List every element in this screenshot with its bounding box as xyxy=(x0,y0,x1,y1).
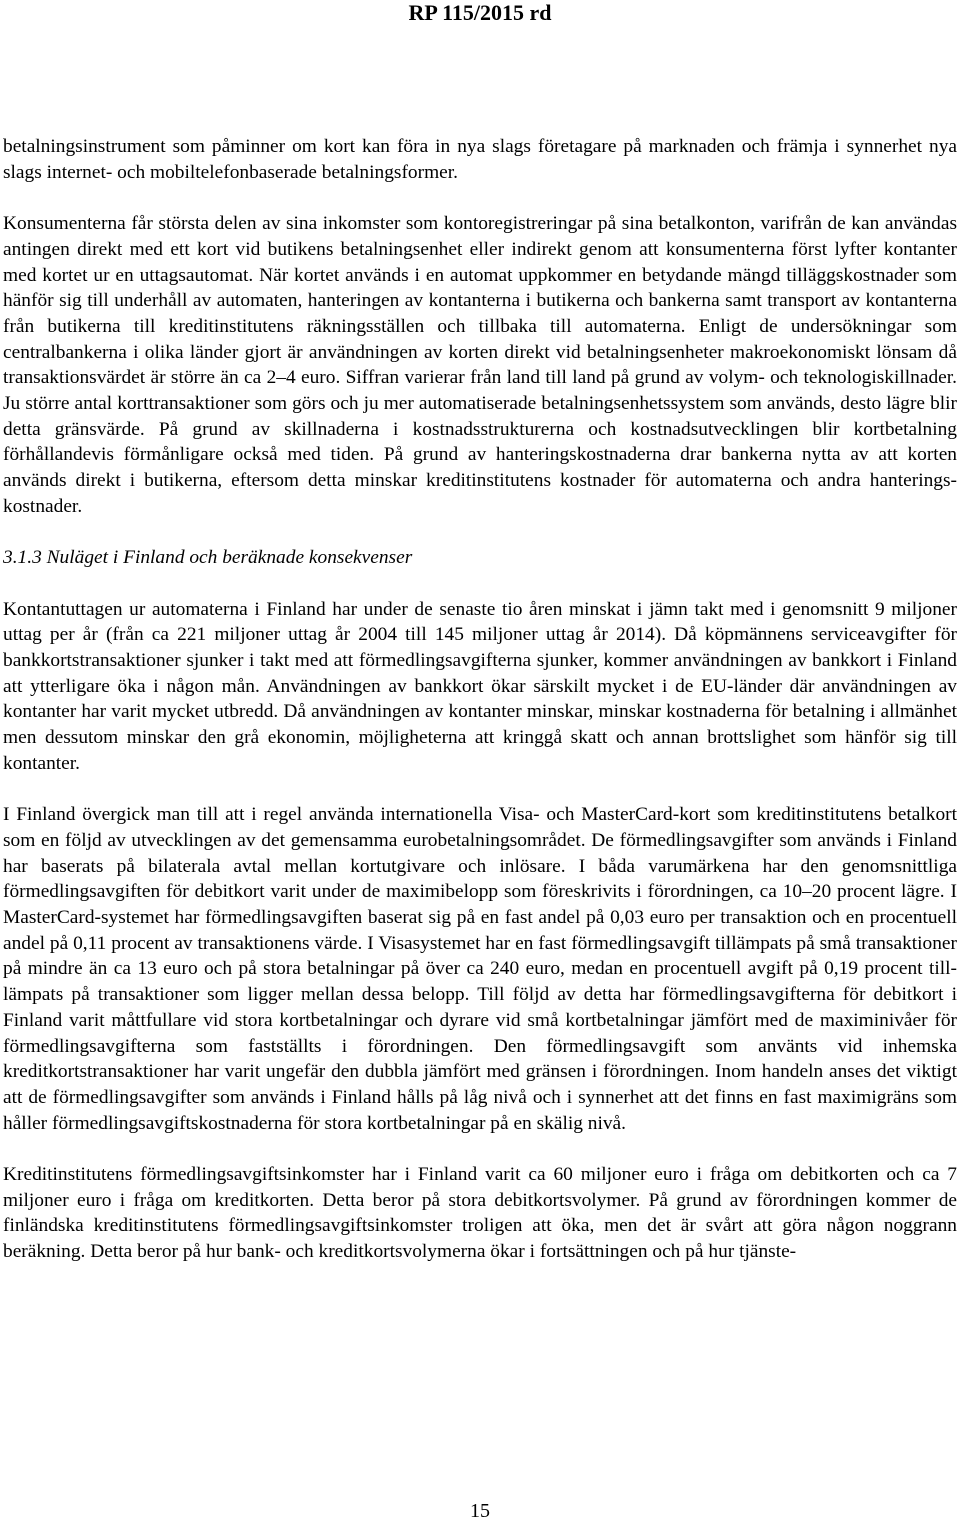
document-body xyxy=(3,134,957,1265)
paragraph-card-schemes: I Finland övergick man till att i regel använda internationella Visa- och MasterCard-kort som kreditinstitutens betalkort som en följd av utvecklingen av det gemensamma eurobetalningsområdet. De förmedlingsavgifter som används i Finland har baserats på bilaterala avtal mellan kortutgivare och inlösare. I båda varumärkena har den genomsnittliga förmedlingsavgiften för debitkort varit under de maximibelopp som föreskrivits i förordningen, ca 10–20 procent lägre. I MasterCard-systemet har förmedlingsavgiften baserat sig på en fast andel på 0,03 euro per transaktion och en procentuell andel på 0,11 procent av transaktionens värde. I Visasystemet har en fast förmedlingsavgift tillämpats på små transaktioner på mindre än ca 13 euro och på stora betalningar på över ca 240 euro, medan en procentuell avgift på 0,19 procent tilllämpats på transaktioner som ligger mellan dessa belopp. Till följd av detta har förmedlingsavgifterna för debitkort i Finland varit måttfullare vid stora kortbetalningar och dyrare vid små kortbetalningar jämfört med de maximinivåer för förmedlingsavgifterna som fastställts i förordningen. Den förmedlingsavgift som använts vid inhemska kreditkortstransaktioner har varit ungefär den dubbla jämfört med gränsen i förordningen. Inom handeln anses det viktigt att de förmedlingsavgifter som används i Finland hålls på låg nivå och i synnerhet att det finns en fast maximigräns som håller förmedlingsavgiftskostnaderna för stora kortbetalningar på en skälig nivå. xyxy=(3,804,957,1134)
paragraph-interchange-income: Kreditinstitutens förmedlingsavgiftsinkomster har i Finland varit ca 60 miljoner euro i fråga om debitkorten och ca 7 miljoner euro i fråga om kreditkorten. Detta beror på stora debitkortsvolymer. På grund av förordningen kommer de finländska kreditinstitutens förmedlingsavgiftsinkomster troligen att öka, men det är svårt att göra någon noggrann beräkning. Detta beror på hur bank- och kreditkortsvolymerna ökar i fortsättningen och på hur tjänste- xyxy=(3,1164,957,1263)
paragraph-cash-withdrawals: Kontantuttagen ur automaterna i Finland har under de senaste tio åren minskat i jämn takt med i genomsnitt 9 miljoner uttag per år (från ca 221 miljoner uttag år 2004 till 145 miljoner uttag år 2014). Då köpmännens serviceavgifter för bankkortstransaktioner sjunker i takt med att förmedlingsavgifterna sjunker, kommer användningen av bankkort i Finland att ytterligare öka i någon mån. Användningen av bankkort ökar särskilt mycket i de EU-länder där användningen av kontanter har varit mycket utbredd. Då användningen av kontanter minskar, minskar kostnaderna för betalning i allmänhet men dessutom minskar den grå ekonomin, möjligheterna att kringgå skatt och annan brottslighet som hänför sig till kontanter. xyxy=(3,598,957,774)
section-heading: 3.1.3 Nuläget i Finland och beräknade konsekvenser xyxy=(3,547,413,569)
document-reference-header: RP 115/2015 rd xyxy=(408,0,552,25)
page-number: 15 xyxy=(470,1500,490,1522)
paragraph-intro-continuation: betalningsinstrument som påminner om kort kan föra in nya slags företagare på marknaden och främja i synnerhet nya slags internet- och mobiltelefonbaserade betalningsformer. xyxy=(3,136,957,183)
paragraph-consumer-income: Konsumenterna får största delen av sina inkomster som kontoregistreringar på sina betalkonton, varifrån de kan användas antingen direkt med ett kort vid butikens betalningsenhet eller indirekt genom att konsumenterna först lyfter kontanter med kortet ur en uttagsautomat. När kortet används i en automat uppkommer en betydande mängd tilläggskostnader som hänför sig till underhåll av automaten, hanteringen av kontanterna i butikerna och bankerna samt transport av kontanterna från butikerna till kreditinstitutens räkningsställen och tillbaka till automaterna. Enligt de undersökningar som centralbankerna i olika länder gjort är användningen av korten direkt vid betalningsenheter makroekonomiskt lönsam då transaktionsvärdet är större än ca 2–4 euro. Siffran varierar från land till land på grund av volym- och teknologiskillnader. Ju större antal korttransaktioner som görs och ju mer automatiserade betalningsenhetssystem som används, desto lägre blir detta gränsvärde. På grund av skillnaderna i kostnadsstrukturerna och kostnadsutvecklingen blir kortbetalning förhållandevis förmånligare också med tiden. På grund av hanteringskostnaderna drar bankerna nytta av att korten används direkt i butikerna, eftersom detta minskar kreditinstitutens kostnader för automaterna och andra hanteringskostnader. xyxy=(3,213,957,517)
